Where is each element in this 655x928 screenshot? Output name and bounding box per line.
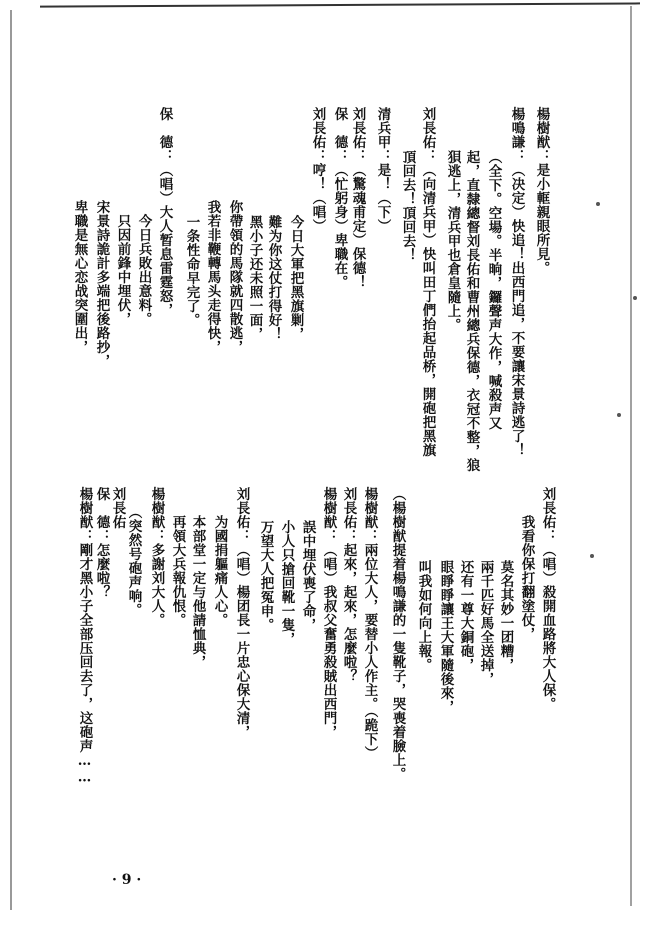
text-line: 刘長佑：哼！（唱）	[309, 107, 326, 233]
text-line: 你帶領的馬隊就四散逃，	[226, 200, 243, 354]
text-line: 清兵甲：是！（下）	[374, 107, 391, 233]
text-line: 誤中埋伏喪了命，	[299, 520, 316, 632]
text-line: 一条性命早完了。	[183, 215, 200, 327]
text-line: 楊樹猷：是小軭親眼所見。	[533, 107, 550, 275]
print-speck	[590, 554, 594, 558]
print-speck	[596, 202, 600, 206]
text-line: 宋景詩詭計多端把後路抄，	[93, 200, 110, 368]
text-line: 只因前鋒中埋伏，	[114, 214, 131, 326]
text-line: 楊樹猷：（唱）我叔父奮勇殺賊出西門，	[320, 487, 337, 739]
text-line: 刘長佑：（唱）殺開血路將大人保。	[539, 487, 556, 711]
text-line: 刘長佑：（向清兵甲）快叫田丁們抬起品桥，開砲把黑旗	[419, 107, 436, 457]
text-line: 叫我如何向上報。	[415, 560, 432, 672]
text-line: 万望大人把冤申。	[257, 520, 274, 632]
text-line: 頂回去！頂回去！	[399, 150, 416, 262]
text-line: 刘長佑：（唱）楊团長一片忠心保大清，	[233, 487, 250, 739]
text-line: 兩千匹好馬全送掉，	[477, 560, 494, 686]
print-speck	[617, 413, 621, 417]
text-line: 黑小子还未照一面，	[246, 215, 263, 341]
text-line: 刘長佑：（驚魂甫定）保德！	[349, 107, 366, 289]
text-line: 再領大兵報仇恨。	[169, 515, 186, 627]
text-line: 我若非鞭轉馬头走得快，	[204, 200, 221, 354]
text-line: （突然号砲声响。	[125, 505, 142, 617]
text-line: 眼睜睜讓王大軍隨後來，	[437, 560, 454, 714]
text-line: 本部堂一定与他請恤典，	[189, 515, 206, 669]
text-line: 刘長佑：起來，起來，怎麼啦？	[340, 487, 357, 683]
text-line: 刘長佑	[109, 487, 126, 529]
page-edge-top	[40, 2, 640, 7]
text-line: 我看你保打翻塗仗，	[518, 515, 535, 641]
text-line: 今日兵敗出意料。	[135, 214, 152, 326]
text-line: 为國捐軀痛人心。	[211, 515, 228, 627]
text-line: 楊樹猷：兩位大人，要替小人作主。（跪下）	[361, 487, 378, 761]
print-speck	[633, 296, 637, 300]
text-line: 小人只搶回靴一隻，	[278, 520, 295, 646]
text-line: （全下。空場。半晌，鑼聲声大作，喊殺声又	[485, 150, 502, 430]
page-edge-right	[630, 6, 632, 906]
page-edge-left	[10, 10, 12, 910]
text-line: 楊樹猷：剛才黑小子全部压回去了，这砲声……	[76, 487, 93, 786]
text-line: 起，直隸總督刘長佑和曹州總兵保德，衣冠不整，狼	[463, 150, 480, 472]
text-line: 莫名其妙一团糟，	[497, 560, 514, 672]
text-line: 今日大軍把黑旗剿，	[287, 215, 304, 341]
text-line: 保 德：（忙躬身）卑職在。	[331, 107, 348, 289]
text-line: 保 德：怎麼啦？	[93, 487, 110, 599]
text-line: 難为你这仗打得好！	[265, 215, 282, 341]
text-line: 楊鳴謙：（决定）快追！出西門追，不要讓宋景詩逃了！	[508, 107, 525, 457]
text-line: 卑職是無心恋战突圍出，	[71, 200, 88, 354]
text-line: 楊樹猷：多謝刘大人。	[148, 487, 165, 627]
page-number: · 9 ·	[112, 872, 142, 888]
text-line: 还有一尊大銅砲，	[457, 560, 474, 672]
text-line: （楊樹猷提着楊鳴謙的一隻靴子，哭喪着臉上。	[389, 487, 406, 781]
text-line: 保 德：（唱）大人暂息雷霆怒，	[156, 107, 173, 317]
text-line: 狽逃上，清兵甲也倉皇隨上。	[444, 150, 461, 332]
